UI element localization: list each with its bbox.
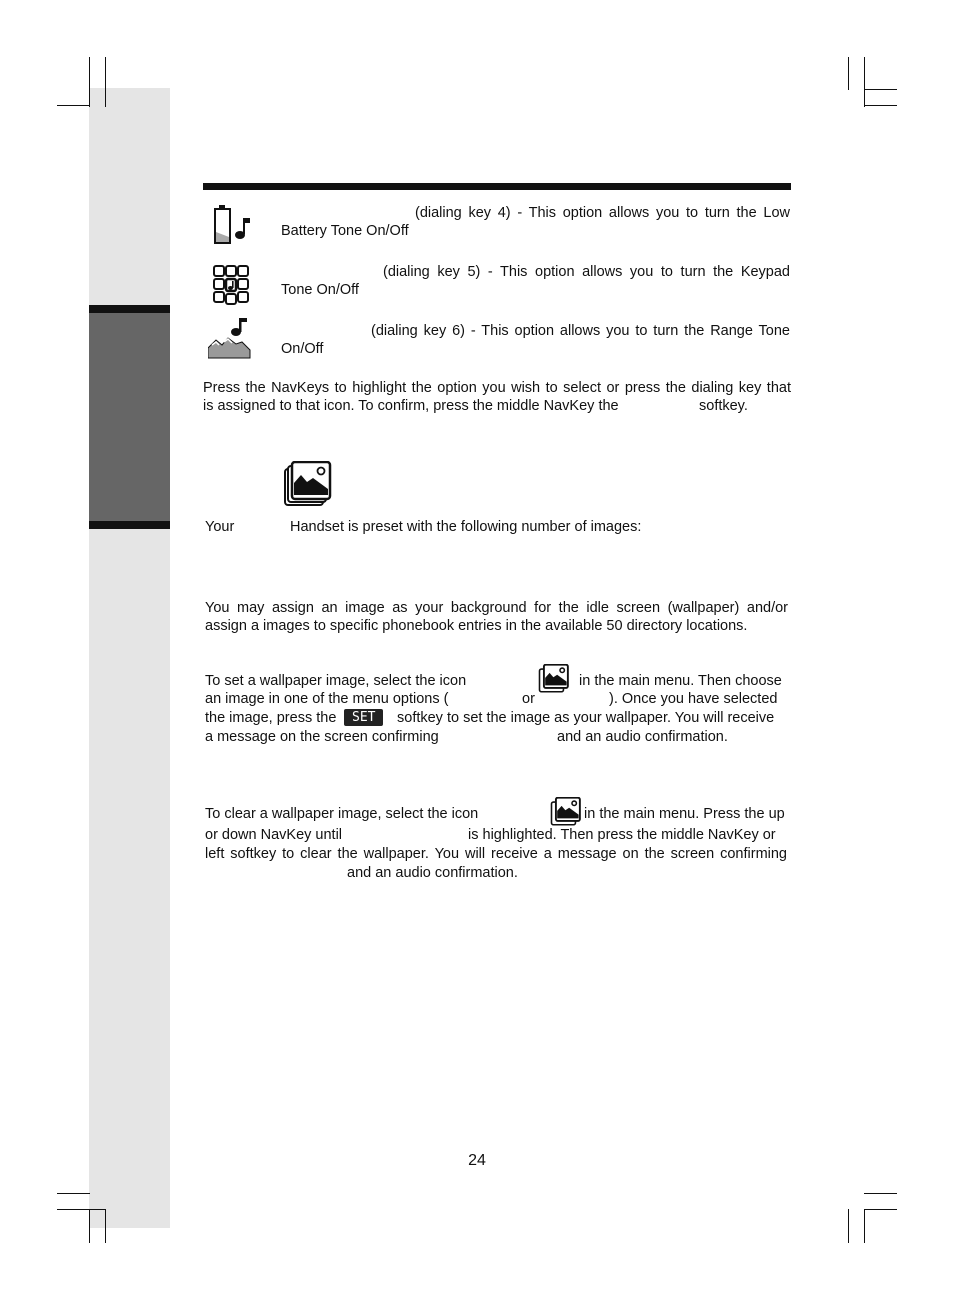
low-battery-tone-icon — [213, 205, 253, 247]
set-para-l1a: To set a wallpaper image, select the icon — [205, 673, 467, 689]
clear-para-l1b: in the main menu. Press the up — [584, 806, 785, 822]
set-para-l2a: an image in one of the menu options ( — [205, 691, 449, 707]
section-tab-top-edge — [89, 305, 170, 313]
option-1-line-2: Battery Tone On/Off — [281, 223, 409, 239]
clear-para-l3: left softkey to clear the wallpaper. You will receive a message on the screen confirming — [205, 846, 787, 862]
set-para-l1b: in the main menu. Then choose — [579, 673, 782, 689]
section-tab — [89, 305, 170, 528]
option-3-line-2: On/Off — [281, 341, 324, 357]
assign-para-line-1: You may assign an image as your background for the idle screen (wallpaper) and/or — [205, 600, 788, 616]
set-para-l4b: and an audio confirmation. — [557, 729, 728, 745]
images-icon-inline-2 — [550, 797, 582, 826]
set-softkey — [344, 709, 383, 727]
set-para-l3a: the image, press the — [205, 710, 337, 726]
set-softkey-label: SET — [344, 709, 383, 726]
clear-para-l2a: or down NavKey until — [205, 827, 343, 843]
side-band — [89, 88, 170, 1228]
preset-text-a: Your — [205, 519, 235, 535]
set-para-l3b: softkey to set the image as your wallpaper. You will receive — [397, 710, 775, 726]
navkeys-para-line-2b: softkey. — [699, 398, 748, 414]
option-2-line-1: (dialing key 5) - This option allows you to turn the Keypad — [383, 264, 790, 280]
images-icon-inline — [538, 664, 570, 693]
clear-para-l2b: is highlighted. Then press the middle NavKey or — [468, 827, 776, 843]
preset-text-b: Handset is preset with the following number of images: — [290, 519, 642, 535]
option-3-line-1: (dialing key 6) - This option allows you to turn the Range Tone — [371, 323, 790, 339]
option-2-line-2: Tone On/Off — [281, 282, 359, 298]
assign-para-line-2: assign a images to specific phonebook entries in the available 50 directory locations. — [205, 618, 748, 634]
navkeys-para-line-2a: is assigned to that icon. To confirm, press the middle NavKey the — [203, 398, 619, 414]
images-icon — [283, 461, 333, 507]
page-number: 24 — [468, 1152, 486, 1169]
clear-para-l1a: To clear a wallpaper image, select the icon — [205, 806, 479, 822]
keypad-tone-icon — [212, 264, 252, 306]
section-tab-bottom-edge — [89, 521, 170, 529]
option-1-line-1: (dialing key 4) - This option allows you to turn the Low — [415, 205, 790, 221]
set-para-l4a: a message on the screen confirming — [205, 729, 439, 745]
set-para-l2b: or — [522, 691, 535, 707]
clear-para-l4: and an audio confirmation. — [347, 865, 518, 881]
header-rule — [203, 183, 791, 190]
range-tone-icon — [208, 318, 252, 360]
navkeys-para-line-1: Press the NavKeys to highlight the option you wish to select or press the dialing key that — [203, 380, 791, 396]
set-para-l2c: ). Once you have selected — [609, 691, 778, 707]
